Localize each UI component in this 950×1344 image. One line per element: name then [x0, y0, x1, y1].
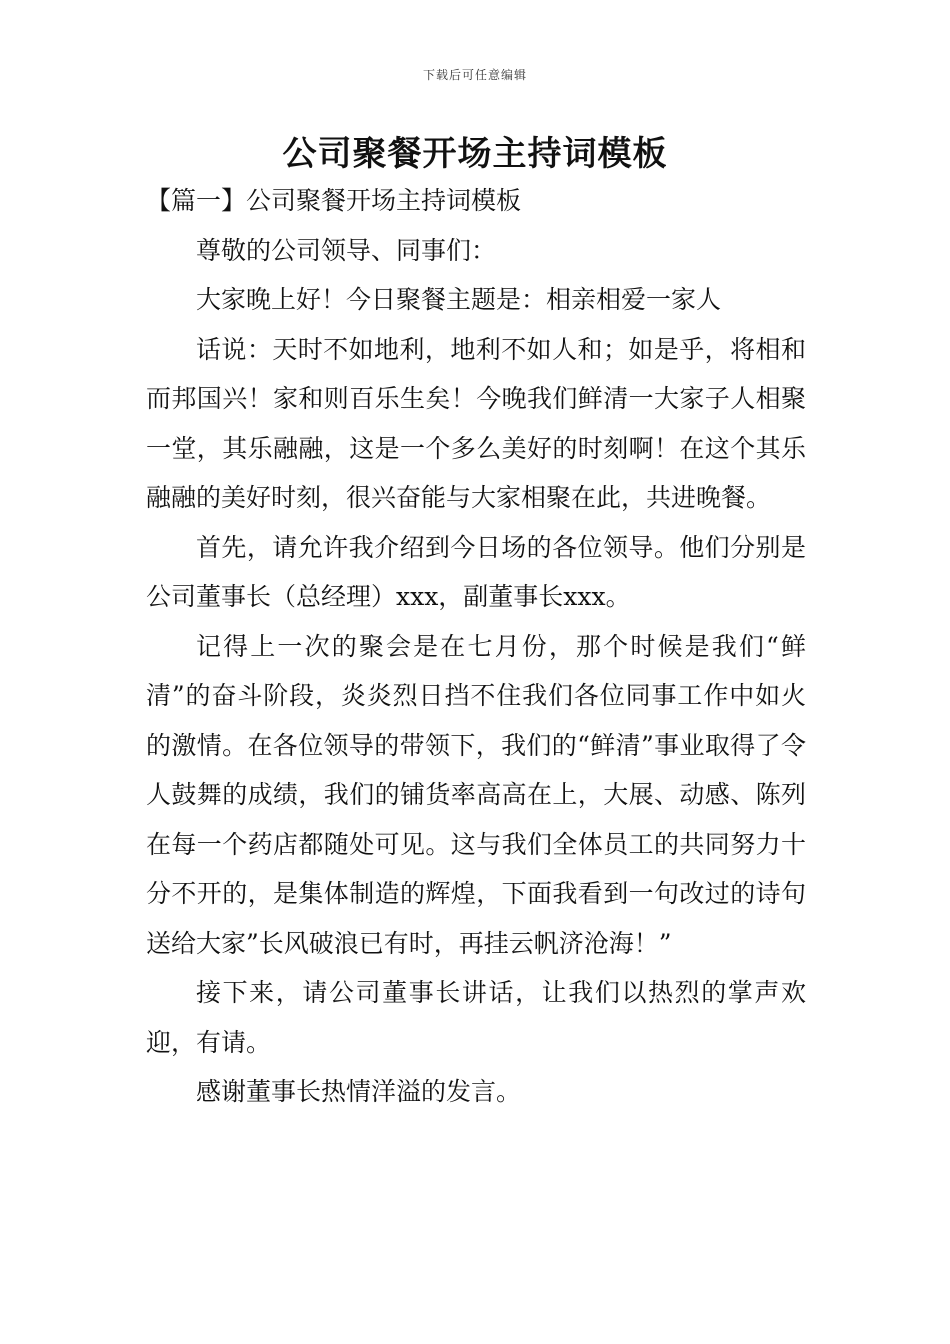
- document-title: 公司聚餐开场主持词模板: [282, 134, 668, 174]
- paragraph-invitation: 接下来，请公司董事长讲话，让我们以热烈的掌声欢迎，有请。: [146, 978, 806, 1057]
- paragraph-opening: 话说：天时不如地利，地利不如人和；如是乎，将相和而邦国兴！家和则百乐生矣！今晚我们鲜清一大家子人相聚一堂，其乐融融，这是一个多么美好的时刻啊！在这个其乐融融的美好时刻，很兴奋能与大家相聚在此，共进晚餐。: [146, 334, 806, 512]
- section-heading: 【篇一】公司聚餐开场主持词模板: [146, 186, 522, 215]
- header-note: 下载后可任意编辑: [422, 68, 527, 82]
- paragraph-theme: 大家晚上好！今日聚餐主题是：相亲相爱一家人: [196, 285, 722, 314]
- document-body: [146, 176, 806, 1117]
- paragraph-introduction: 首先，请允许我介绍到今日场的各位领导。他们分别是公司董事长（总经理）xxx，副董事长xxx。: [146, 532, 806, 611]
- paragraph-greeting: 尊敬的公司领导、同事们：: [196, 235, 497, 265]
- paragraph-memory: 记得上一次的聚会是在七月份，那个时候是我们“鲜清”的奋斗阶段，炎炎烈日挡不住我们各位同事工作中如火的激情。在各位领导的带领下，我们的“鲜清”事业取得了令人鼓舞的成绩，我们的铺货率高高在上，大展、动感、陈列在每一个药店都随处可见。这与我们全体员工的共同努力十分不开的，是集体制造的辉煌，下面我看到一句改过的诗句送给大家”长风破浪已有时，再挂云帆济沧海！”: [146, 631, 806, 958]
- paragraph-thanks: 感谢董事长热情洋溢的发言。: [196, 1077, 522, 1106]
